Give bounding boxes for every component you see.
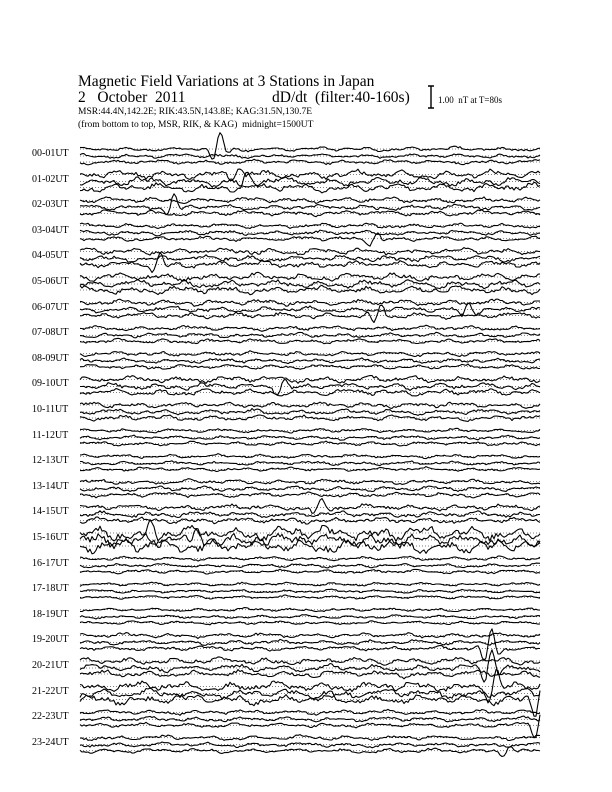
hour-label: 17-18UT	[32, 583, 69, 595]
stations-coordinates: MSR:44.4N,142.2E; RIK:43.5N,143.8E; KAG:31.5N,130.7E	[78, 107, 313, 117]
trace-msr	[80, 715, 540, 738]
trace-kag	[80, 272, 540, 281]
hour-label: 14-15UT	[32, 506, 69, 518]
mode-label: dD/dt (filter:40-160s)	[272, 89, 410, 106]
hour-label: 01-02UT	[32, 173, 69, 185]
trace-msr	[80, 629, 540, 661]
hour-label: 04-05UT	[32, 250, 69, 262]
hour-label: 11-12UT	[32, 429, 69, 441]
trace-msr	[80, 441, 540, 446]
trace-kag	[80, 556, 540, 561]
scale-bar-label: 1.00 nT at T=80s	[438, 95, 502, 105]
trace-rik	[80, 194, 540, 215]
hour-label: 18-19UT	[32, 608, 69, 620]
trace-msr	[80, 747, 540, 757]
hour-label: 12-13UT	[32, 455, 69, 467]
chart-title: Magnetic Field Variations at 3 Stations in Japan	[78, 73, 375, 90]
trace-kag	[80, 223, 540, 228]
hour-label: 19-20UT	[32, 634, 69, 646]
trace-rik	[80, 255, 540, 262]
trace-rik	[80, 589, 540, 593]
scale-bar	[428, 86, 434, 108]
trace-rik	[80, 230, 540, 236]
trace-kag	[80, 608, 540, 612]
trace-msr	[80, 233, 540, 246]
hour-label: 03-04UT	[32, 224, 69, 236]
hour-label: 06-07UT	[32, 301, 69, 313]
hour-label: 13-14UT	[32, 480, 69, 492]
hour-label: 07-08UT	[32, 327, 69, 339]
hour-label: 05-06UT	[32, 276, 69, 287]
hour-label: 15-16UT	[32, 532, 69, 543]
trace-msr	[80, 492, 540, 498]
hour-label: 00-01UT	[32, 148, 69, 159]
date-label: 2 October 2011	[78, 89, 186, 106]
hour-label: 16-17UT	[32, 557, 69, 569]
hour-label: 10-11UT	[32, 404, 69, 415]
trace-rik	[80, 409, 540, 416]
trace-kag	[80, 133, 540, 159]
trace-kag	[80, 376, 540, 384]
trace-rik	[80, 280, 540, 289]
hour-label: 20-21UT	[32, 660, 69, 671]
trace-msr	[80, 253, 540, 273]
hour-label: 21-22UT	[32, 685, 69, 697]
trace-kag	[80, 499, 540, 514]
trace-rik	[80, 563, 540, 568]
trace-rik	[80, 650, 540, 682]
trace-kag	[80, 633, 540, 639]
station-order-note: (from bottom to top, MSR, RIK, & KAG) midnight=1500UT	[78, 120, 314, 130]
trace-kag	[80, 479, 540, 485]
hour-label: 02-03UT	[32, 199, 69, 211]
trace-rik	[80, 435, 540, 440]
trace-rik	[80, 486, 540, 492]
hour-label: 09-10UT	[32, 378, 69, 390]
hour-label: 22-23UT	[32, 711, 69, 723]
trace-rik	[80, 154, 540, 159]
hour-label: 08-09UT	[32, 352, 69, 364]
hour-label: 23-24UT	[32, 736, 69, 748]
